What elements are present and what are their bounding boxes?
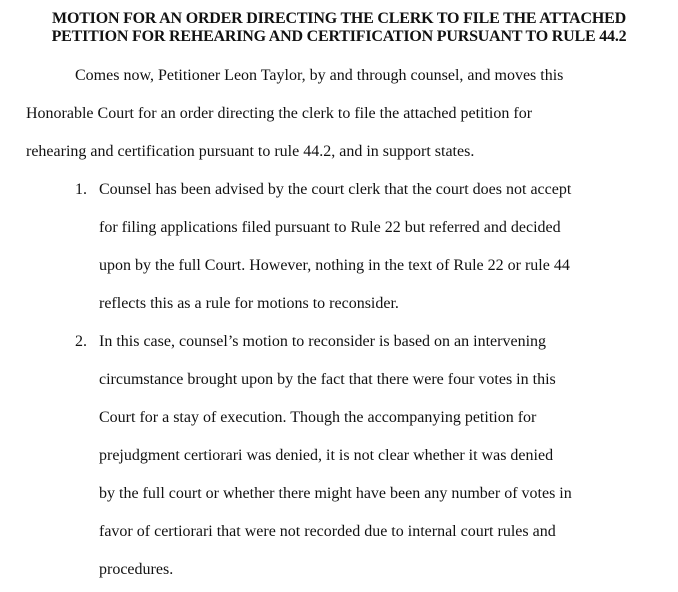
document-title-line-2: PETITION FOR REHEARING AND CERTIFICATION PURSUANT TO RULE 44.2 xyxy=(51,28,627,45)
item-1-line-1: Counsel has been advised by the court clerk that the court does not accept xyxy=(99,181,572,198)
item-2-line-4: prejudgment certiorari was denied, it is not clear whether it was denied xyxy=(99,447,554,464)
item-2-line-2: circumstance brought upon by the fact that there were four votes in this xyxy=(99,371,556,388)
item-1-line-2: for filing applications filed pursuant to Rule 22 but referred and decided xyxy=(99,219,561,236)
item-2-line-3: Court for a stay of execution. Though the accompanying petition for xyxy=(99,409,537,426)
item-2-line-6: favor of certiorari that were not recorded due to internal court rules and xyxy=(99,523,556,540)
item-2-line-1: In this case, counsel’s motion to reconsider is based on an intervening xyxy=(99,333,547,350)
intro-line-3: rehearing and certification pursuant to rule 44.2, and in support states. xyxy=(26,143,475,160)
item-2-number: 2. xyxy=(75,333,87,350)
item-2-line-5: by the full court or whether there might have been any number of votes in xyxy=(99,485,572,502)
item-1-number: 1. xyxy=(75,181,87,198)
document-title-line-1: MOTION FOR AN ORDER DIRECTING THE CLERK TO FILE THE ATTACHED xyxy=(52,10,626,27)
item-1-line-3: upon by the full Court. However, nothing in the text of Rule 22 or rule 44 xyxy=(99,257,570,274)
item-2-line-7: procedures. xyxy=(99,561,174,578)
intro-line-1: Comes now, Petitioner Leon Taylor, by and through counsel, and moves this xyxy=(75,67,564,84)
item-1-line-4: reflects this as a rule for motions to reconsider. xyxy=(99,295,399,312)
intro-line-2: Honorable Court for an order directing the clerk to file the attached petition for xyxy=(26,105,533,122)
